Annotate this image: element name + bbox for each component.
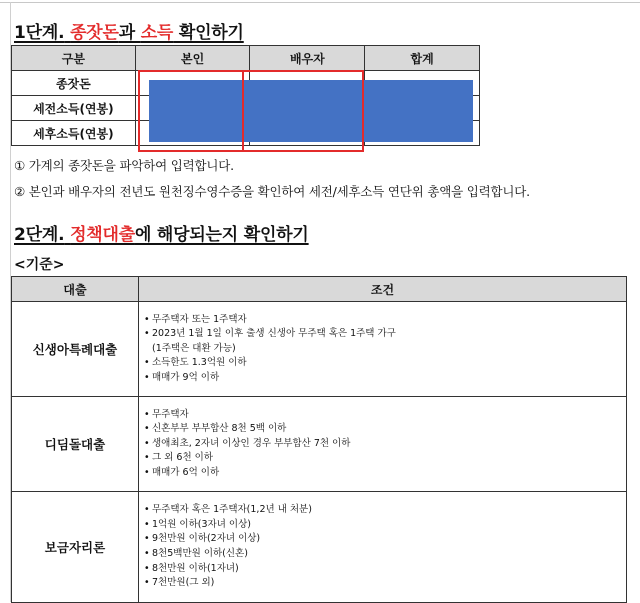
- self-column-highlight-box: [138, 70, 244, 152]
- loan-name: 디딤돌대출: [12, 397, 139, 492]
- step2-highlight: 정책대출: [70, 225, 135, 245]
- row-label-pretax: 세전소득(연봉): [12, 96, 136, 121]
- condition-item: • 8천5백만원 이하(신혼): [152, 547, 622, 562]
- step1-heading: [14, 18, 244, 43]
- condition-item: (1주택은 대환 가능): [152, 342, 236, 354]
- condition-item: • 소득한도 1.3억원 이하: [152, 356, 622, 371]
- row-label-seed: 종잣돈: [12, 71, 136, 96]
- loan-conditions: [139, 397, 627, 492]
- condition-list: [143, 408, 622, 481]
- header-category: 구분: [12, 46, 136, 71]
- top-border-line: [0, 2, 640, 3]
- loan-conditions: [139, 492, 627, 603]
- note-income: ② 본인과 배우자의 전년도 원천징수영수증을 확인하여 세전/세후소득 연단위 총액을 입력합니다.: [14, 184, 530, 199]
- condition-item: • 무주택자 또는 1주택자: [152, 313, 622, 328]
- condition-item: • 그 외 6천 이하: [152, 451, 622, 466]
- condition-item: • 무주택자 혹은 1주택자(1,2년 내 처분): [152, 503, 622, 518]
- spouse-column-highlight-box: [242, 70, 364, 152]
- step1-highlight-income: 소득: [140, 23, 174, 43]
- condition-item: • 8천만원 이하(1자녀): [152, 562, 622, 577]
- loan-conditions: [139, 302, 627, 397]
- condition-list: [143, 503, 622, 591]
- table-row: [12, 397, 627, 492]
- step2-number: 2단계.: [14, 225, 65, 245]
- table-row: [12, 302, 627, 397]
- loan-criteria-table: [11, 276, 627, 603]
- condition-item: • 신혼부부 부부합산 8천 5백 이하: [152, 422, 622, 437]
- note-seed-money: ① 가계의 종잣돈을 파악하여 입력합니다.: [14, 158, 234, 173]
- condition-item: • 2023년 1월 1일 이후 출생 신생아 무주택 혹은 1주택 가구: [152, 327, 622, 342]
- header-loan: 대출: [12, 277, 139, 302]
- condition-item: • 무주택자: [152, 408, 622, 423]
- header-conditions: 조건: [139, 277, 627, 302]
- row-label-posttax: 세후소득(연봉): [12, 121, 136, 146]
- step2-rest-text: 에 해당되는지 확인하기: [134, 225, 309, 245]
- table-row: [12, 492, 627, 603]
- loan-table-header: [12, 277, 627, 302]
- step1-number: 1단계.: [14, 23, 65, 43]
- header-total: 합계: [365, 46, 480, 71]
- condition-list: [143, 313, 622, 386]
- condition-item: • 9천만원 이하(2자녀 이상): [152, 532, 622, 547]
- loan-name: 신생아특례대출: [12, 302, 139, 397]
- loan-name: 보금자리론: [12, 492, 139, 603]
- condition-item: • 1억원 이하(3자녀 이상): [152, 518, 622, 533]
- step1-rest-text: 확인하기: [173, 23, 244, 43]
- header-spouse: 배우자: [250, 46, 365, 71]
- condition-item: • 7천만원(그 외): [152, 576, 622, 591]
- step1-highlight-seed: 종잣돈: [70, 23, 119, 43]
- condition-item: • 매매가 9억 이하: [152, 371, 622, 386]
- step2-heading: [14, 220, 309, 245]
- header-self: 본인: [135, 46, 250, 71]
- step1-mid-text: 과: [118, 23, 141, 43]
- criteria-label: <기준>: [14, 257, 65, 273]
- condition-item: • 매매가 6억 이하: [152, 466, 622, 481]
- income-table-header: [12, 46, 480, 71]
- condition-item: • 생애최초, 2자녀 이상인 경우 부부합산 7천 이하: [152, 437, 622, 452]
